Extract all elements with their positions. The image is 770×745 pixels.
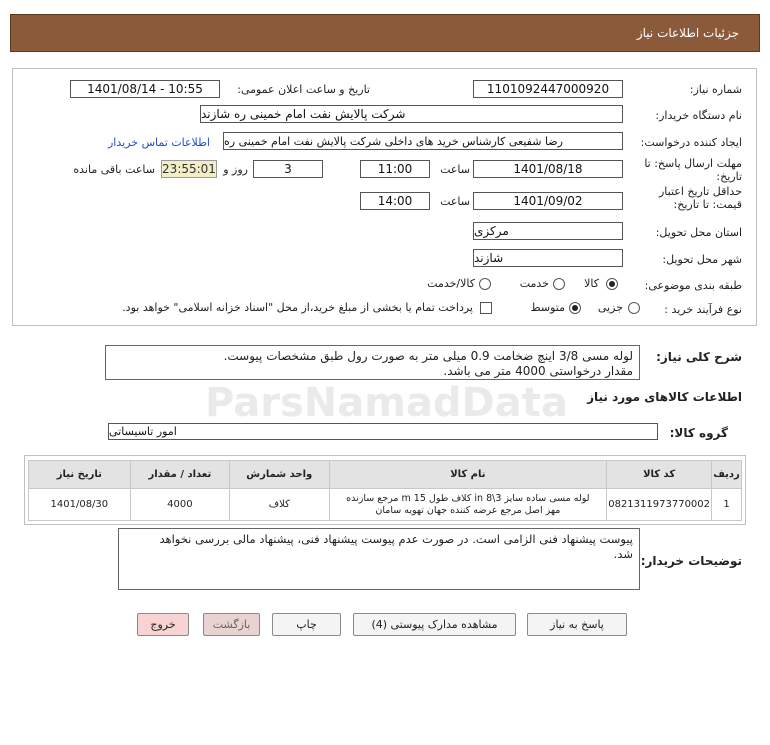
- col-name: نام کالا: [329, 461, 607, 489]
- province-field: مرکزی: [473, 222, 623, 240]
- validity-date-field: 1401/09/02: [473, 192, 623, 210]
- buyer-notes-line-2: شد.: [613, 547, 633, 561]
- col-row: ردیف: [712, 461, 742, 489]
- category-goods-label: کالا: [584, 277, 599, 290]
- category-service-radio[interactable]: [553, 278, 565, 290]
- table-row: [29, 489, 742, 521]
- creator-label: ایجاد کننده درخواست:: [640, 136, 742, 149]
- page-title: جزئیات اطلاعات نیاز: [636, 26, 739, 40]
- category-goods-service-radio[interactable]: [479, 278, 491, 290]
- goods-table: [28, 460, 742, 521]
- contact-buyer-link[interactable]: اطلاعات تماس خریدار: [108, 136, 210, 149]
- buyer-org-field: شرکت پالایش نفت امام خمینی ره شازند: [200, 105, 623, 123]
- days-label: روز و: [223, 163, 248, 176]
- reply-time-field: 11:00: [360, 160, 430, 178]
- goods-section-title: اطلاعات کالاهای مورد نیاز: [587, 390, 742, 404]
- cell-qty: 4000: [130, 489, 229, 521]
- treasury-payment-checkbox[interactable]: [480, 302, 492, 314]
- city-field: شازند: [473, 249, 623, 267]
- need-number-label: شماره نیاز:: [689, 83, 742, 96]
- cell-code: 0821311973770002: [607, 489, 712, 521]
- process-medium-radio[interactable]: [569, 302, 581, 314]
- announce-label: تاریخ و ساعت اعلان عمومی:: [237, 83, 370, 96]
- validity-time-field: 14:00: [360, 192, 430, 210]
- summary-line-1: لوله مسی 3/8 اینچ ضخامت 0.9 میلی متر به صورت رول طبق مشخصات پیوست.: [223, 349, 633, 363]
- reply-time-label: ساعت: [440, 163, 470, 176]
- summary-box: [105, 345, 640, 380]
- process-label: نوع فرآیند خرید :: [664, 303, 742, 316]
- col-date: تاریخ نیاز: [29, 461, 131, 489]
- category-label: طبقه بندی موضوعی:: [644, 279, 742, 292]
- buyer-notes-box: [118, 528, 640, 590]
- page-header: [10, 14, 760, 52]
- watermark: ParsNamadData: [205, 380, 568, 426]
- process-minor-label: جزیی: [597, 301, 623, 314]
- cell-name-line-2: مهز اصل مرجع عرضه کننده جهان تهویه سامان: [375, 504, 561, 516]
- reply-date-field: 1401/08/18: [473, 160, 623, 178]
- category-goods-radio[interactable]: [606, 278, 618, 290]
- process-minor-radio[interactable]: [628, 302, 640, 314]
- summary-label: شرح کلی نیاز:: [656, 350, 742, 364]
- reply-deadline-label: مهلت ارسال پاسخ: تا تاریخ:: [644, 157, 742, 183]
- buyer-notes-line-1: پیوست پیشنهاد فنی الزامی است. در صورت عدم پیوست پیشنهاد فنی، پیشنهاد مالی بررسی نخواهد: [159, 532, 633, 546]
- summary-line-2: مقدار درخواستی 4000 متر می باشد.: [443, 364, 633, 378]
- validity-label: حداقل تاریخ اعتبار قیمت: تا تاریخ:: [658, 185, 742, 211]
- category-service-label: خدمت: [519, 277, 549, 290]
- buyer-org-label: نام دستگاه خریدار:: [655, 109, 742, 122]
- validity-time-label: ساعت: [440, 195, 470, 208]
- back-button[interactable]: بازگشت: [203, 613, 260, 636]
- creator-field: رضا شفیعی کارشناس خرید های داخلی شرکت پالایش نفت امام خمینی ره: [223, 132, 623, 150]
- days-field: 3: [253, 160, 323, 178]
- cell-unit: کلاف: [230, 489, 329, 521]
- need-number-field: 1101092447000920: [473, 80, 623, 98]
- province-label: استان محل تحویل:: [655, 226, 742, 239]
- exit-button[interactable]: خروج: [137, 613, 189, 636]
- reply-button[interactable]: پاسخ به نیاز: [527, 613, 627, 636]
- remaining-label: ساعت باقی مانده: [73, 163, 155, 176]
- treasury-payment-note: پرداخت تمام یا بخشی از مبلغ خرید،از محل "اسناد خزانه اسلامی" خواهد بود.: [122, 301, 473, 314]
- remaining-time-field: 23:55:01: [162, 162, 216, 176]
- cell-name: [329, 489, 607, 521]
- goods-group-field: امور تاسیساتی: [108, 423, 658, 440]
- process-medium-label: متوسط: [530, 301, 565, 314]
- col-code: کد کالا: [607, 461, 712, 489]
- view-documents-button[interactable]: مشاهده مدارک پیوستی (4): [353, 613, 516, 636]
- goods-group-label: گروه کالا:: [669, 426, 728, 440]
- category-goods-service-label: کالا/خدمت: [427, 277, 475, 290]
- col-qty: تعداد / مقدار: [130, 461, 229, 489]
- announce-field: 1401/08/14 - 10:55: [70, 80, 220, 98]
- goods-table-header: [29, 461, 742, 489]
- buyer-notes-label: توضیحات خریدار:: [640, 554, 742, 568]
- city-label: شهر محل تحویل:: [662, 253, 742, 266]
- cell-row: 1: [712, 489, 742, 521]
- cell-name-line-1: لوله مسی ساده سایز in 8\3 کلاف طول m 15 مرجع سازنده: [346, 492, 590, 504]
- cell-date: 1401/08/30: [29, 489, 131, 521]
- print-button[interactable]: چاپ: [272, 613, 341, 636]
- col-unit: واحد شمارش: [230, 461, 329, 489]
